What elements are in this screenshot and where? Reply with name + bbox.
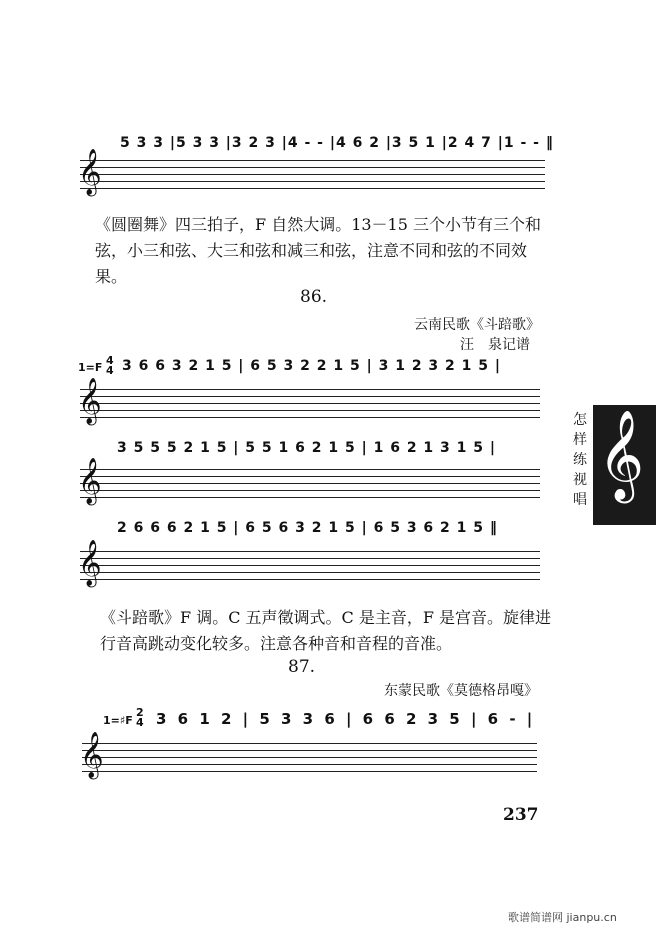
example-86-number: 86. bbox=[300, 287, 328, 307]
page-number: 237 bbox=[503, 805, 539, 825]
jianpu-86-row-1: 3 6 6 3 2 1 5 | 6 5 3 2 2 1 5 | 3 1 2 3 2 1 5 | bbox=[122, 358, 502, 374]
example-87-number: 87. bbox=[288, 657, 316, 677]
sidebar-char: 样 bbox=[573, 432, 587, 448]
description-1-line-3: 果。 bbox=[95, 267, 128, 286]
example-87-key: 1=♯F bbox=[103, 714, 133, 727]
jianpu-line-1: 5 3 3 |5 3 3 |3 2 3 |4 - - |4 6 2 |3 5 1 |2 4 7 |1 - - ‖ bbox=[120, 135, 554, 151]
sidebar-char: 怎 bbox=[573, 412, 587, 428]
jianpu-87-row-1: 3 6 1 2 | 5 3 3 6 | 6 6 2 3 5 | 6 - | bbox=[156, 710, 536, 728]
sidebar-char: 练 bbox=[573, 452, 587, 468]
treble-clef-icon: 𝄞 bbox=[78, 378, 102, 424]
example-86-time-signature bbox=[106, 356, 114, 376]
staff-1 bbox=[78, 149, 545, 195]
example-86-key: 1=F bbox=[78, 361, 103, 374]
sidebar-char: 视 bbox=[573, 472, 587, 488]
description-1-line-1: 《圆圈舞》四三拍子，F 自然大调。13－15 三个小节有三个和 bbox=[95, 215, 541, 234]
time-bottom: 4 bbox=[136, 716, 144, 729]
time-top: 2 bbox=[136, 706, 144, 719]
treble-clef-icon: 𝄞 bbox=[78, 540, 102, 586]
description-2-line-1: 《斗踣歌》F 调。C 五声徵调式。C 是主音，F 是宫音。旋律进 bbox=[100, 608, 552, 627]
watermark: 歌谱简谱网 jianpu.cn bbox=[508, 911, 617, 924]
staff-86-2 bbox=[78, 458, 540, 504]
jianpu-86-row-3: 2 6 6 6 2 1 5 | 6 5 6 3 2 1 5 | 6 5 3 6 2 1 5 ‖ bbox=[117, 520, 498, 536]
description-2 bbox=[100, 605, 570, 657]
sidebar-label bbox=[573, 410, 591, 510]
treble-clef-icon: 𝄞 bbox=[78, 149, 102, 195]
example-87-time-signature bbox=[136, 708, 144, 728]
staff-86-3 bbox=[78, 540, 540, 586]
description-1-line-2: 弦，小三和弦、大三和弦和减三和弦，注意不同和弦的不同效 bbox=[95, 241, 528, 260]
description-1 bbox=[95, 212, 565, 290]
example-86-source: 云南民歌《斗踣歌》 bbox=[414, 317, 540, 333]
treble-clef-icon: 𝄞 bbox=[80, 732, 104, 778]
example-87-source: 东蒙民歌《莫德格昂嘎》 bbox=[384, 683, 538, 699]
example-86-recorder: 汪 泉记谱 bbox=[460, 337, 530, 353]
sidebar-char: 唱 bbox=[573, 492, 587, 508]
treble-clef-icon: 𝄞 bbox=[78, 458, 102, 504]
description-2-line-2: 行音高跳动变化较多。注意各种音和音程的音准。 bbox=[100, 634, 453, 653]
staff-86-1 bbox=[78, 378, 540, 424]
jianpu-86-row-2: 3 5 5 5 2 1 5 | 5 5 1 6 2 1 5 | 1 6 2 1 3 1 5 | bbox=[117, 440, 497, 456]
time-top: 4 bbox=[106, 354, 114, 367]
time-bottom: 4 bbox=[106, 364, 114, 377]
staff-87-1 bbox=[80, 732, 537, 778]
treble-clef-icon: 𝄞 bbox=[598, 410, 645, 500]
